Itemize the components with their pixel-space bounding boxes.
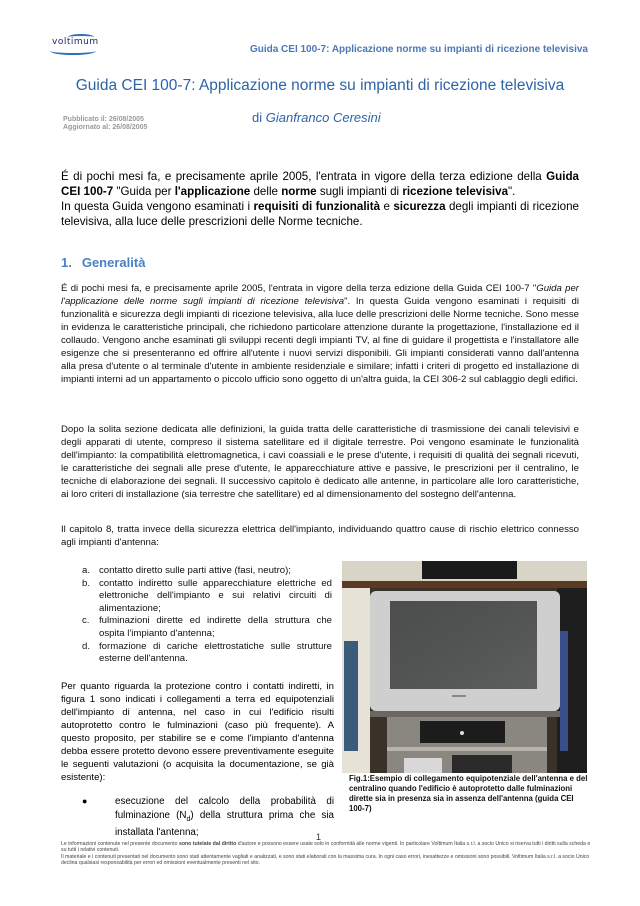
list-item-text: fulminazioni dirette ed indirette della struttura che ospita l'impianto d'antenna; bbox=[99, 615, 332, 639]
list-item bbox=[82, 565, 332, 578]
intro-text: In questa Guida vengono esaminati i bbox=[61, 200, 254, 213]
footer-bold: sono tutelate dal diritto bbox=[178, 841, 237, 847]
intro-text: e bbox=[380, 200, 394, 213]
intro-text: delle bbox=[250, 185, 282, 198]
legal-footer bbox=[61, 841, 591, 866]
page-number: 1 bbox=[316, 832, 322, 842]
section-paragraph-1 bbox=[61, 282, 579, 386]
intro-text: É di pochi mesi fa, e precisamente aprile 2005, l'entrata in vigore della terza edizione della bbox=[61, 170, 547, 183]
bullet-item bbox=[82, 795, 334, 839]
logo-swoosh bbox=[50, 47, 96, 55]
bullet-icon: ● bbox=[82, 796, 88, 806]
bullet-text-part: esecuzione del calcolo della probabilità di fulminazione (N bbox=[115, 796, 334, 821]
author-name: Gianfranco Ceresini bbox=[265, 110, 381, 125]
tv-photo-illustration bbox=[342, 561, 587, 773]
published-date: Pubblicato il: 26/08/2005 bbox=[63, 116, 144, 123]
list-marker: c. bbox=[82, 615, 90, 627]
intro-bold: sicurezza bbox=[393, 200, 446, 213]
running-header: Guida CEI 100-7: Applicazione norme su impianti di ricezione televisiva bbox=[249, 44, 588, 55]
footer-copyright bbox=[61, 841, 591, 854]
risk-causes-list bbox=[82, 565, 332, 666]
publication-meta bbox=[63, 116, 147, 132]
paragraph-text: ". In questa Guida vengono esaminati i requisiti di funzionalità e sicurezza degli impianti di ricezione televisiva, alla luce delle prescrizioni delle Norme tecniche. Sono messe in evidenza le caratteristiche principali, che richiedono particolare attenzione durante la progettazione, l'installazione ed il collaudo. Vengono anche esaminati gli sviluppi recenti degli impianti TV, al fine di guidare il progettista e l'installatore alle esigenze che si presenteranno ed offrire all'utente i nuovi servizi disponibili. Gli impianti considerati vanno dall'antenna alla presa d'utente o al terminale d'utente in ambiente residenziale e similare; infatti i criteri di progetto ed installazione di impianti interni ad un appartamento o piccolo ufficio sono oggetto di un'altra guida, la CEI 306-2 sul cablaggio degli edifici. bbox=[61, 296, 579, 385]
list-marker: d. bbox=[82, 640, 91, 652]
intro-text: "Guida per bbox=[113, 185, 175, 198]
intro-paragraph bbox=[61, 169, 579, 229]
section-title: Generalità bbox=[81, 255, 146, 270]
section-paragraph-3: Il capitolo 8, tratta invece della sicurezza elettrica dell'impianto, individuando quattro cause di rischio elettrico connesso agli impianti d'antenna: bbox=[61, 524, 579, 548]
list-marker: b. bbox=[82, 577, 91, 589]
intro-text: degli impianti di ricezione televisiva, alla luce delle prescrizioni delle Norme tecniche. bbox=[61, 200, 580, 228]
footer-text: Le informazioni contenute nel presente documento bbox=[61, 841, 179, 847]
intro-bold: requisiti di funzionalità bbox=[253, 200, 381, 213]
byline-prefix: di bbox=[252, 110, 263, 125]
logo-text: voltimum bbox=[52, 37, 99, 47]
figure-photo bbox=[342, 561, 587, 773]
section-paragraph-4: Per quanto riguarda la protezione contro i contatti indiretti, in figura 1 sono indicati i collegamenti a terra ed equipotenziali dell'impianto di antenna, nel caso in cui l'edificio risulti autoprotetto contro le fulminazioni (caso più frequente). A questo proposito, per stabilire se e come l'impianto d'antenna debba essere protetto devono essere preventivamente eseguite le seguenti valutazioni (o acquisita la documentazione, se già esistente): bbox=[61, 681, 334, 783]
section-paragraph-2: Dopo la solita sezione dedicata alle definizioni, la guida tratta delle caratteristiche di trasmissione dei canali televisivi e degli apparati di utente, compreso il sistema satellitare ed il digitale terrestre. Poi vengono esaminate le funzionalità dell'impianto: la compatibilità elettromagnetica, i cavi coassiali e le prese d'utente, i requisiti di qualità dei segnali ricevuti, le caratteristiche dei segnali alle prese d'utente, le apparecchiature attive e passive, le prescrizioni per il centralino, le tecniche di elaborazione dei segnali. Il successivo capitolo è dedicato alle antenne, in particolare alle loro caratteristiche, ai loro criteri di installazione (sia terrestre che satellitare) ed al dimensionamento del sostegno dell'antenna. bbox=[61, 424, 579, 500]
intro-text: ". bbox=[508, 185, 516, 198]
byline bbox=[252, 110, 381, 125]
list-item bbox=[82, 615, 332, 640]
list-item bbox=[82, 641, 332, 666]
intro-bold: Guida CEI 100-7 bbox=[61, 170, 579, 198]
footer-disclaimer: Il materiale e i contenuti presentati nel documento sono stati attentamente vagliati e analizzati, e sono stati elaborati con la massima cura. In ogni caso errori, inesattezze e omissioni sono possibili. Voltimum Italia s.r.l. a socio Unico declina qualsiasi responsabilità per errori ed omissioni eventualmente presenti nel sito. bbox=[61, 853, 590, 866]
list-item bbox=[82, 578, 332, 616]
footer-text: d'autore e possono essere usate solo in conformità alle norme vigenti. In particolare Voltimum Italia s.r.l. a socio Unico si riserva tutti i diritti sulla scheda e su tutti i relativi contenuti. bbox=[61, 841, 591, 854]
bullet-text bbox=[115, 795, 334, 839]
section-heading bbox=[61, 255, 145, 270]
paragraph-text: É di pochi mesi fa, e precisamente aprile 2005, l'entrata in vigore della terza edizione della Guida CEI 100-7 " bbox=[61, 283, 537, 294]
updated-date: Aggiornato al: 26/08/2005 bbox=[63, 124, 148, 131]
bullet-text-part: ) della struttura prima che sia installata l'antenna; bbox=[115, 809, 334, 838]
intro-bold: ricezione televisiva bbox=[402, 185, 509, 198]
list-item-text: contatto indiretto sulle apparecchiature elettriche ed elettroniche dell'impianto e sui relativi circuiti di alimentazione; bbox=[99, 577, 332, 614]
subscript: d bbox=[186, 815, 191, 823]
intro-bold: l'applicazione bbox=[174, 185, 251, 198]
voltimum-logo bbox=[50, 37, 100, 57]
list-item-text: formazione di cariche elettrostatiche sulle strutture esterne dell'antenna. bbox=[99, 640, 332, 665]
guide-title-italic: Guida per l'applicazione delle norme sugli impianti di ricezione televisiva bbox=[61, 283, 579, 307]
intro-bold: norme bbox=[281, 185, 317, 198]
figure-caption: Fig.1:Esempio di collegamento equipotenziale dell'antenna e del centralino quando l'edificio è autoprotetto dalle fulminazioni dirette sia in presenza sia in assenza dell'antenna (guida CEI 100-7) bbox=[349, 774, 588, 813]
page-title: Guida CEI 100-7: Applicazione norme su impianti di ricezione televisiva bbox=[75, 77, 565, 94]
intro-text: sugli impianti di bbox=[316, 185, 403, 198]
section-number: 1. bbox=[61, 255, 72, 270]
list-item-text: contatto diretto sulle parti attive (fasi, neutro); bbox=[99, 565, 291, 576]
list-marker: a. bbox=[82, 565, 91, 576]
